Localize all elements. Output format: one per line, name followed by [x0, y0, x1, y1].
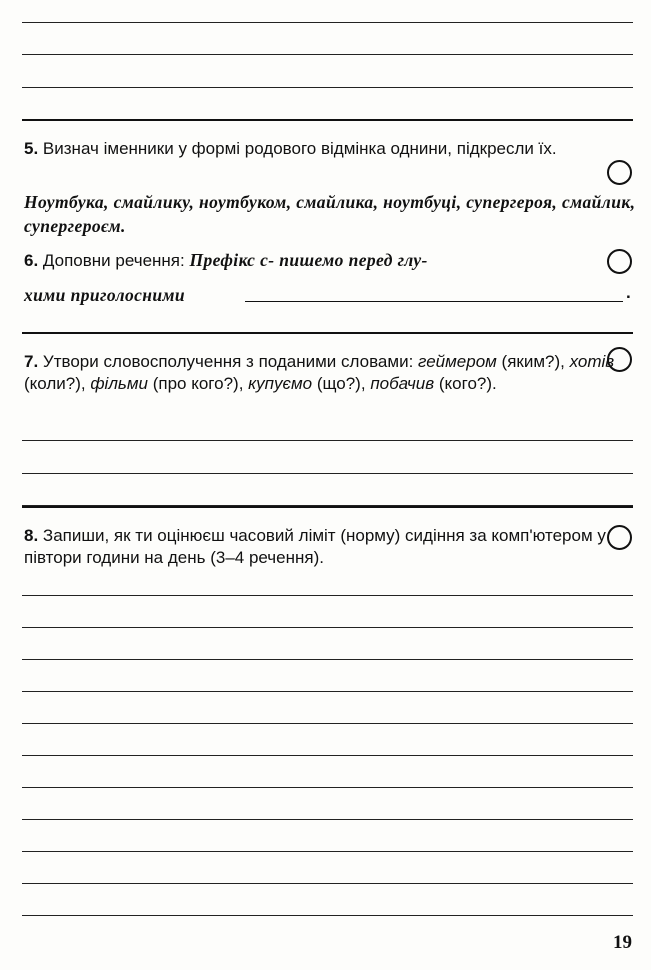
writing-line[interactable] — [22, 691, 633, 692]
task-8-number: 8. — [24, 526, 39, 545]
section-divider — [22, 119, 633, 121]
writing-line[interactable] — [22, 595, 633, 596]
writing-line[interactable] — [22, 659, 633, 660]
task-6-number: 6. — [24, 251, 39, 270]
writing-line[interactable] — [22, 787, 633, 788]
task-5-instruction — [24, 138, 614, 160]
writing-line[interactable] — [22, 723, 633, 724]
page-number: 19 — [613, 932, 632, 953]
task-6-sentence-start: Префікс с- пишемо перед глу- — [189, 250, 428, 270]
task-7-word-2: хотів — [569, 352, 615, 371]
task-7-question-2: (коли?), — [24, 374, 86, 393]
task-7-score-circle[interactable] — [607, 347, 632, 372]
writing-line[interactable] — [22, 22, 633, 23]
task-6-score-circle[interactable] — [607, 249, 632, 274]
task-6-instruction — [24, 249, 624, 272]
section-divider — [22, 506, 633, 508]
section-divider — [22, 332, 633, 334]
writing-line[interactable] — [22, 627, 633, 628]
writing-line[interactable] — [22, 87, 633, 88]
task-7-word-3: фільми — [90, 374, 148, 393]
task-5-number: 5. — [24, 139, 39, 158]
task-5-score-circle[interactable] — [607, 160, 632, 185]
task-7-question-1: (яким?), — [501, 352, 565, 371]
writing-line[interactable] — [22, 915, 633, 916]
task-6-answer-blank[interactable] — [245, 301, 623, 302]
task-8-text: Запиши, як ти оцінюєш часовий ліміт (норму) сидіння за комп'ютером у півтори години на день (3–4 речення). — [24, 526, 606, 567]
task-7-word-5: побачив — [370, 374, 435, 393]
task-6-sentence-end: хими приголосними — [24, 285, 186, 305]
writing-line[interactable] — [22, 440, 633, 441]
writing-line[interactable] — [22, 755, 633, 756]
task-7-word-1: геймером — [418, 352, 497, 371]
writing-line[interactable] — [22, 883, 633, 884]
task-7-number: 7. — [24, 352, 39, 371]
task-7-question-4: (що?), — [316, 374, 366, 393]
writing-line[interactable] — [22, 54, 633, 55]
task-6-text: Доповни речення: — [42, 251, 185, 270]
task-8-instruction — [24, 525, 609, 569]
task-7-word-4: купуємо — [248, 374, 313, 393]
task-7-text: Утвори словосполучення з поданими словами: — [42, 352, 414, 371]
task-6-period: . — [626, 283, 631, 302]
task-7-question-3: (про кого?), — [152, 374, 244, 393]
writing-line[interactable] — [22, 851, 633, 852]
task-7-question-5: (кого?). — [438, 374, 497, 393]
task-8-score-circle[interactable] — [607, 525, 632, 550]
task-7-instruction — [24, 351, 622, 395]
writing-line[interactable] — [22, 473, 633, 474]
task-5-words: Ноутбука, смайлику, ноутбуком, смайлика, ноутбуці, супергероя, смайлик, супергероєм. — [24, 192, 636, 236]
task-5-text: Визнач іменники у формі родового відмінка однини, підкресли їх. — [42, 139, 557, 158]
writing-line[interactable] — [22, 819, 633, 820]
